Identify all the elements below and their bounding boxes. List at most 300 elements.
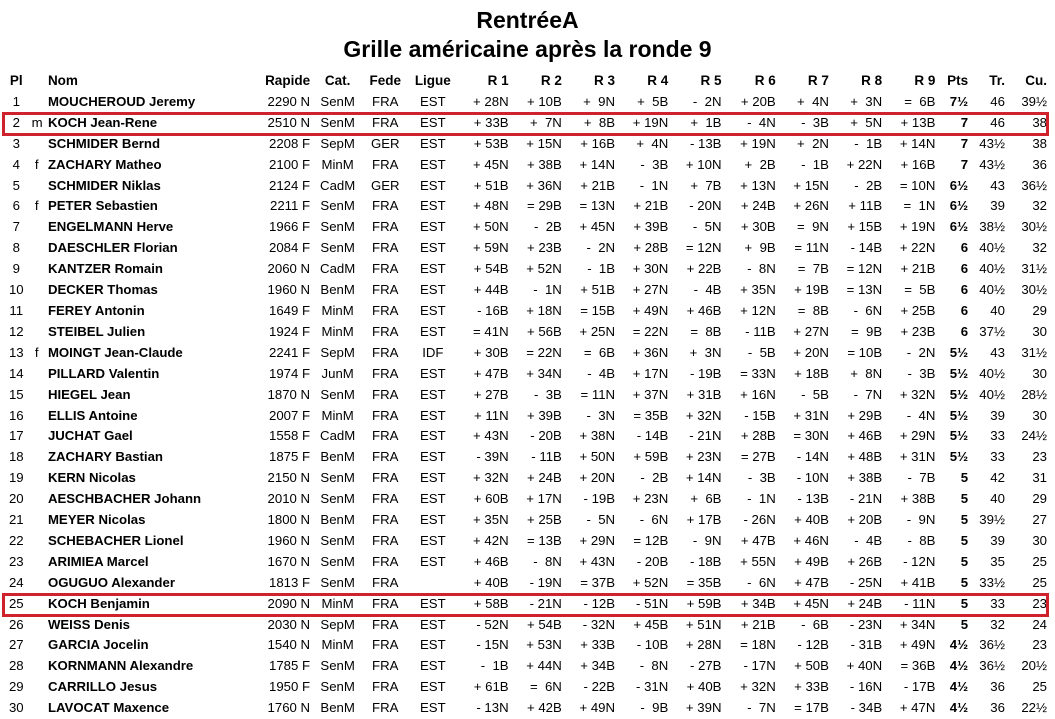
cell-league: EST (419, 365, 446, 381)
cell-tiebreak-tr: 39 (990, 407, 1005, 423)
cell-round-6: + 28B (740, 428, 776, 444)
cell-place: 25 (8, 595, 24, 611)
cell-round-4: - 1N (639, 177, 669, 193)
cell-tiebreak-tr: 40½ (979, 282, 1005, 298)
cell-league: EST (419, 616, 446, 632)
cell-place: 3 (12, 135, 20, 151)
cell-tiebreak-tr: 39½ (979, 512, 1005, 528)
cell-round-4: - 10B (636, 637, 669, 653)
cell-round-1: - 13N (476, 700, 509, 716)
cell-round-2: - 8N (533, 553, 562, 569)
cell-place: 23 (8, 553, 24, 569)
cell-title (29, 615, 45, 636)
tournament-title: RentréeA (476, 7, 579, 33)
cell-tiebreak-tr: 35 (990, 553, 1005, 569)
cell-league: EST (419, 491, 446, 507)
cell-tiebreak-tr: 46 (990, 93, 1005, 109)
cell-round-6: - 7N (747, 700, 776, 716)
cell-tiebreak-cu: 32 (1032, 198, 1047, 214)
cell-tiebreak-cu: 29 (1032, 302, 1047, 318)
cell-round-2: + 24B (526, 470, 562, 486)
table-row (4, 615, 1050, 636)
cell-rapide: 2100 F (269, 156, 311, 172)
cell-round-5: + 10N (685, 156, 722, 172)
cell-round-8: - 25N (849, 574, 883, 590)
cell-points: 4½ (949, 658, 969, 674)
cell-round-7: = 9N (797, 219, 829, 235)
cell-category: SenM (320, 198, 355, 214)
cell-category: SenM (320, 470, 355, 486)
cell-round-6: - 1N (747, 491, 776, 507)
cell-federation: GER (370, 177, 400, 193)
cell-round-3: - 3N (586, 407, 616, 423)
cell-round-2: + 15N (526, 135, 562, 151)
cell-round-3: + 51B (580, 282, 616, 298)
cell-round-1: + 61B (473, 679, 509, 695)
header-league: Ligue (414, 73, 451, 88)
cell-federation: FRA (372, 93, 399, 109)
cell-league: EST (419, 449, 446, 465)
cell-tiebreak-cu: 39½ (1021, 93, 1047, 109)
cell-round-2: + 23B (526, 240, 562, 256)
cell-league: EST (419, 135, 446, 151)
cell-rapide: 1558 F (269, 428, 311, 444)
cell-round-7: + 50B (794, 658, 829, 674)
cell-place: 5 (12, 177, 20, 193)
cell-round-1: + 32N (473, 470, 509, 486)
cell-tiebreak-cu: 29 (1032, 491, 1047, 507)
cell-category: SenM (320, 93, 355, 109)
cell-league: EST (419, 156, 446, 172)
cell-round-4: + 39B (633, 219, 669, 235)
cell-rapide: 2030 N (267, 616, 311, 632)
cell-round-6: + 35N (740, 282, 776, 298)
cell-round-6: - 17N (743, 658, 776, 674)
header-round-8: R 8 (861, 73, 883, 88)
cell-round-3: - 2N (586, 240, 616, 256)
cell-round-8: - 1B (854, 135, 883, 151)
cell-rapide: 2060 N (267, 261, 311, 277)
cell-round-6: = 18N (740, 637, 776, 653)
cell-round-7: + 26N (793, 198, 829, 214)
cell-tiebreak-cu: 27 (1032, 512, 1047, 528)
cell-federation: FRA (372, 407, 399, 423)
cell-round-3: - 32N (582, 616, 616, 632)
cell-tiebreak-tr: 43½ (979, 156, 1005, 172)
cell-place: 6 (12, 198, 20, 214)
cell-league: EST (419, 261, 446, 277)
cell-round-4: = 22N (632, 323, 669, 339)
cell-name: SCHMIDER Niklas (47, 177, 161, 193)
cell-name: KANTZER Romain (47, 261, 163, 277)
cell-category: MinM (321, 302, 354, 318)
cell-round-6: + 32N (740, 679, 776, 695)
cell-round-2: = 13B (526, 532, 562, 548)
cell-federation: FRA (372, 365, 399, 381)
cell-round-6: + 24B (740, 198, 776, 214)
cell-round-8: - 14B (850, 240, 883, 256)
cell-round-6: = 33N (740, 365, 776, 381)
cell-tiebreak-cu: 36 (1032, 156, 1047, 172)
cell-round-1: - 39N (476, 449, 509, 465)
cell-tiebreak-tr: 33 (990, 595, 1005, 611)
cell-title: f (34, 156, 39, 172)
cell-round-2: + 52N (526, 261, 562, 277)
cell-points: 7 (960, 156, 969, 172)
cell-tiebreak-cu: 25 (1032, 553, 1047, 569)
table-row (4, 552, 1050, 573)
cell-points: 6 (960, 282, 969, 298)
cell-name: ELLIS Antoine (47, 407, 138, 423)
cell-points: 5 (960, 532, 969, 548)
cell-round-9: - 11N (904, 595, 936, 611)
cell-round-4: + 37N (632, 386, 669, 402)
cell-round-8: + 8N (850, 365, 883, 381)
cell-category: SenM (320, 491, 355, 507)
header-tiebreak-tr: Tr. (989, 73, 1005, 88)
table-row (4, 489, 1050, 510)
cell-round-2: + 10B (526, 93, 562, 109)
cell-rapide: 2211 F (270, 198, 311, 214)
cell-category: MinM (321, 156, 354, 172)
cell-place: 15 (8, 386, 24, 402)
cell-tiebreak-tr: 36½ (979, 658, 1005, 674)
cell-rapide: 1960 N (267, 282, 311, 298)
cell-tiebreak-cu: 30½ (1021, 219, 1047, 235)
cell-tiebreak-tr: 39 (990, 198, 1005, 214)
cell-round-1: + 50N (473, 219, 509, 235)
cell-place: 17 (8, 428, 24, 444)
cell-round-1: + 30B (473, 344, 509, 360)
header-name: Nom (47, 73, 78, 88)
cell-tiebreak-tr: 36 (990, 700, 1005, 716)
cell-category: CadM (320, 261, 356, 277)
cell-rapide: 2510 N (267, 114, 311, 130)
cell-points: 5½ (949, 449, 969, 465)
cell-round-5: + 51N (685, 616, 722, 632)
cell-round-5: - 5N (692, 219, 722, 235)
cell-round-2: = 22N (526, 344, 562, 360)
cell-points: 4½ (949, 637, 969, 653)
cell-round-7: - 3B (801, 114, 829, 130)
cell-rapide: 1800 N (267, 512, 311, 528)
cell-federation: FRA (372, 553, 399, 569)
cell-tiebreak-tr: 43½ (979, 135, 1005, 151)
header-round-9: R 9 (914, 73, 936, 88)
cell-round-5: + 59B (686, 595, 722, 611)
cell-points: 6 (960, 261, 969, 277)
cell-league: EST (419, 595, 446, 611)
cell-round-3: + 33B (580, 637, 616, 653)
cell-round-6: - 3B (747, 470, 776, 486)
cell-rapide: 1875 F (269, 449, 311, 465)
cell-round-8: + 5N (850, 114, 883, 130)
cell-round-9: - 3B (907, 365, 936, 381)
cell-round-9: + 23B (900, 323, 936, 339)
cell-round-3: - 5N (586, 512, 616, 528)
cell-category: BenM (320, 282, 355, 298)
cell-tiebreak-cu: 24 (1032, 616, 1047, 632)
cell-title (29, 176, 45, 197)
cell-round-2: - 3B (533, 386, 562, 402)
cell-round-4: - 31N (636, 679, 669, 695)
cell-round-2: + 36N (526, 177, 562, 193)
table-row (4, 573, 1050, 594)
cell-tiebreak-cu: 30 (1032, 407, 1047, 423)
cell-tiebreak-cu: 31 (1032, 470, 1047, 486)
cell-round-6: + 55N (740, 553, 776, 569)
cell-category: SenM (320, 553, 355, 569)
cell-round-6: - 8N (747, 261, 776, 277)
cell-name: GARCIA Jocelin (47, 637, 149, 653)
header-federation: Fede (369, 73, 401, 88)
cell-round-3: = 13N (579, 198, 616, 214)
cell-title: f (34, 344, 39, 360)
table-row (4, 426, 1050, 447)
cell-round-5: + 3N (689, 344, 722, 360)
cell-round-3: + 16B (580, 135, 616, 151)
cell-round-1: + 44B (473, 282, 509, 298)
cell-round-1: + 11N (474, 407, 509, 423)
cell-league: EST (419, 679, 446, 695)
cell-tiebreak-tr: 32 (990, 616, 1005, 632)
cell-round-7: + 19B (794, 282, 829, 298)
cell-round-9: + 29N (899, 428, 936, 444)
cell-points: 6½ (949, 219, 969, 235)
cell-federation: GER (370, 135, 400, 151)
cell-name: KOCH Jean-Rene (47, 114, 158, 130)
table-row (4, 385, 1050, 406)
cell-place: 26 (8, 616, 24, 632)
cell-rapide: 1670 N (267, 553, 311, 569)
cell-round-8: + 11B (848, 198, 883, 214)
cell-round-7: + 27N (793, 323, 829, 339)
cell-category: CadM (320, 428, 356, 444)
cell-name: KERN Nicolas (47, 470, 136, 486)
cell-tiebreak-tr: 40½ (979, 386, 1005, 402)
cell-round-7: + 18B (794, 365, 829, 381)
cell-league: EST (419, 470, 446, 486)
cell-tiebreak-cu: 31½ (1021, 261, 1047, 277)
cell-tiebreak-cu: 38 (1032, 114, 1047, 130)
cell-round-7: - 5B (801, 386, 829, 402)
cell-tiebreak-tr: 33½ (979, 574, 1005, 590)
cell-round-9: + 41B (900, 574, 936, 590)
cell-round-1: + 53B (473, 135, 509, 151)
cell-name: LAVOCAT Maxence (47, 700, 170, 716)
cell-rapide: 2208 F (269, 135, 311, 151)
cell-title (29, 635, 45, 656)
header-rapide: Rapide (265, 73, 311, 88)
cell-tiebreak-cu: 30 (1032, 323, 1047, 339)
cell-tiebreak-tr: 40½ (979, 240, 1005, 256)
cell-title (29, 259, 45, 280)
cell-round-8: - 31B (850, 637, 883, 653)
cell-round-7: + 33B (794, 679, 829, 695)
cell-category: BenM (320, 700, 355, 716)
cell-round-1: = 41N (473, 323, 509, 339)
cell-round-8: = 9B (850, 323, 883, 339)
cell-round-4: - 8N (639, 658, 669, 674)
cell-tiebreak-tr: 40 (990, 491, 1005, 507)
cell-title (29, 322, 45, 343)
cell-rapide: 2010 N (267, 491, 311, 507)
cell-name: STEIBEL Julien (47, 323, 146, 339)
cell-tiebreak-tr: 40 (990, 302, 1005, 318)
cell-tiebreak-tr: 40½ (979, 261, 1005, 277)
cell-place: 11 (9, 302, 24, 318)
cell-tiebreak-tr: 37½ (979, 323, 1005, 339)
cell-round-4: + 28B (633, 240, 669, 256)
cell-tiebreak-cu: 38 (1032, 135, 1047, 151)
standings-table (4, 71, 1050, 719)
cell-round-4: - 14B (636, 428, 669, 444)
cell-federation: FRA (372, 512, 399, 528)
cell-category: SenM (320, 679, 355, 695)
cell-round-4: - 9B (640, 700, 669, 716)
cell-federation: FRA (372, 532, 399, 548)
cell-round-8: + 29B (847, 407, 883, 423)
cell-round-2: + 44N (526, 658, 562, 674)
cell-tiebreak-tr: 46 (990, 114, 1005, 130)
cell-title (29, 217, 45, 238)
cell-round-5: + 39N (685, 700, 722, 716)
cell-round-5: + 17B (686, 512, 722, 528)
cell-round-2: - 21N (529, 595, 562, 611)
cell-tiebreak-cu: 23 (1032, 637, 1047, 653)
cell-round-1: + 58B (473, 595, 509, 611)
cell-round-9: - 9N (906, 512, 936, 528)
cell-federation: FRA (372, 679, 399, 695)
cell-points: 5½ (949, 407, 969, 423)
cell-name: DAESCHLER Florian (47, 240, 178, 256)
cell-round-7: - 1B (801, 156, 829, 172)
cell-title: m (31, 114, 43, 130)
cell-round-3: - 19B (583, 491, 616, 507)
cell-round-2: - 11B (531, 449, 562, 465)
cell-round-1: + 48N (473, 198, 509, 214)
cell-place: 30 (8, 700, 24, 716)
cell-round-8: + 38B (847, 470, 883, 486)
cell-league: EST (419, 512, 446, 528)
cell-name: ARIMIEA Marcel (47, 553, 149, 569)
cell-tiebreak-tr: 40½ (979, 365, 1005, 381)
cell-round-4: = 12B (633, 532, 669, 548)
table-row (4, 594, 1050, 615)
cell-place: 9 (12, 261, 20, 277)
cell-league: EST (419, 177, 446, 193)
cell-round-8: - 16N (849, 679, 883, 695)
cell-place: 19 (8, 470, 24, 486)
cell-round-8: + 26B (847, 553, 883, 569)
cell-round-8: = 12N (846, 261, 883, 277)
cell-round-6: + 13N (740, 177, 776, 193)
cell-league: EST (419, 428, 446, 444)
cell-round-7: - 12B (797, 637, 829, 653)
cell-federation: FRA (372, 156, 399, 172)
cell-rapide: 2241 F (269, 344, 311, 360)
cell-round-3: + 45N (579, 219, 616, 235)
cell-round-4: - 51N (636, 595, 669, 611)
cell-round-6: + 16N (740, 386, 776, 402)
cell-league: EST (419, 323, 446, 339)
cell-round-8: - 34B (850, 700, 883, 716)
grid-subtitle: Grille américaine après la ronde 9 (343, 36, 712, 62)
cell-federation: FRA (372, 470, 399, 486)
cell-round-3: - 1B (587, 261, 616, 277)
cell-round-3: + 38N (579, 428, 616, 444)
cell-category: JunM (321, 365, 354, 381)
cell-round-6: + 34B (740, 595, 776, 611)
cell-round-2: + 34N (526, 365, 562, 381)
cell-title: f (34, 198, 39, 214)
cell-round-4: + 45B (633, 616, 669, 632)
cell-round-9: + 19N (899, 219, 936, 235)
cell-round-5: + 22B (686, 261, 722, 277)
cell-place: 13 (8, 344, 24, 360)
cell-category: SenM (320, 574, 355, 590)
table-header-row (4, 71, 1050, 92)
cell-tiebreak-cu: 25 (1032, 574, 1047, 590)
cell-round-7: + 2N (797, 135, 829, 151)
table-row (4, 217, 1050, 238)
cell-name: PETER Sebastien (47, 198, 158, 214)
cell-round-5: = 8B (690, 323, 722, 339)
cell-name: WEISS Denis (47, 616, 131, 632)
cell-round-7: = 11N (794, 240, 829, 256)
cell-round-3: + 25N (579, 323, 616, 339)
cell-place: 18 (8, 449, 24, 465)
cell-round-2: - 2B (533, 219, 562, 235)
table-row (4, 92, 1050, 113)
cell-league: EST (419, 637, 446, 653)
cell-round-4: + 49N (632, 302, 669, 318)
cell-points: 5 (960, 553, 969, 569)
cell-round-7: - 6B (801, 616, 829, 632)
cell-round-7: + 49B (794, 553, 829, 569)
cell-round-7: = 17B (794, 700, 829, 716)
cell-tiebreak-tr: 43 (990, 344, 1005, 360)
cell-category: SepM (320, 616, 355, 632)
cell-round-6: + 12N (740, 302, 776, 318)
cell-place: 8 (12, 240, 20, 256)
cell-category: SenM (320, 114, 355, 130)
cell-tiebreak-cu: 30 (1032, 365, 1047, 381)
table-row (4, 322, 1050, 343)
cell-round-5: + 32N (685, 407, 722, 423)
cell-place: 10 (8, 282, 24, 298)
cell-name: DECKER Thomas (47, 282, 158, 298)
cell-round-3: - 22B (583, 679, 616, 695)
cell-round-9: = 10N (899, 177, 936, 193)
cell-tiebreak-tr: 43 (990, 177, 1005, 193)
cell-round-4: = 35B (633, 407, 669, 423)
cell-league: EST (419, 240, 446, 256)
cell-category: MinM (321, 323, 354, 339)
cell-title (29, 656, 45, 677)
cell-name: KOCH Benjamin (47, 595, 150, 611)
cell-round-4: + 23N (632, 491, 669, 507)
cell-round-2: + 42B (526, 700, 562, 716)
cell-category: SepM (320, 135, 355, 151)
cell-round-2: = 29B (526, 198, 562, 214)
cell-round-7: = 8B (797, 302, 829, 318)
cell-round-5: + 46B (686, 302, 722, 318)
cell-round-8: + 3N (850, 93, 883, 109)
cell-league: EST (419, 302, 446, 318)
cell-rapide: 1649 F (269, 302, 311, 318)
cell-round-7: - 13B (797, 491, 829, 507)
